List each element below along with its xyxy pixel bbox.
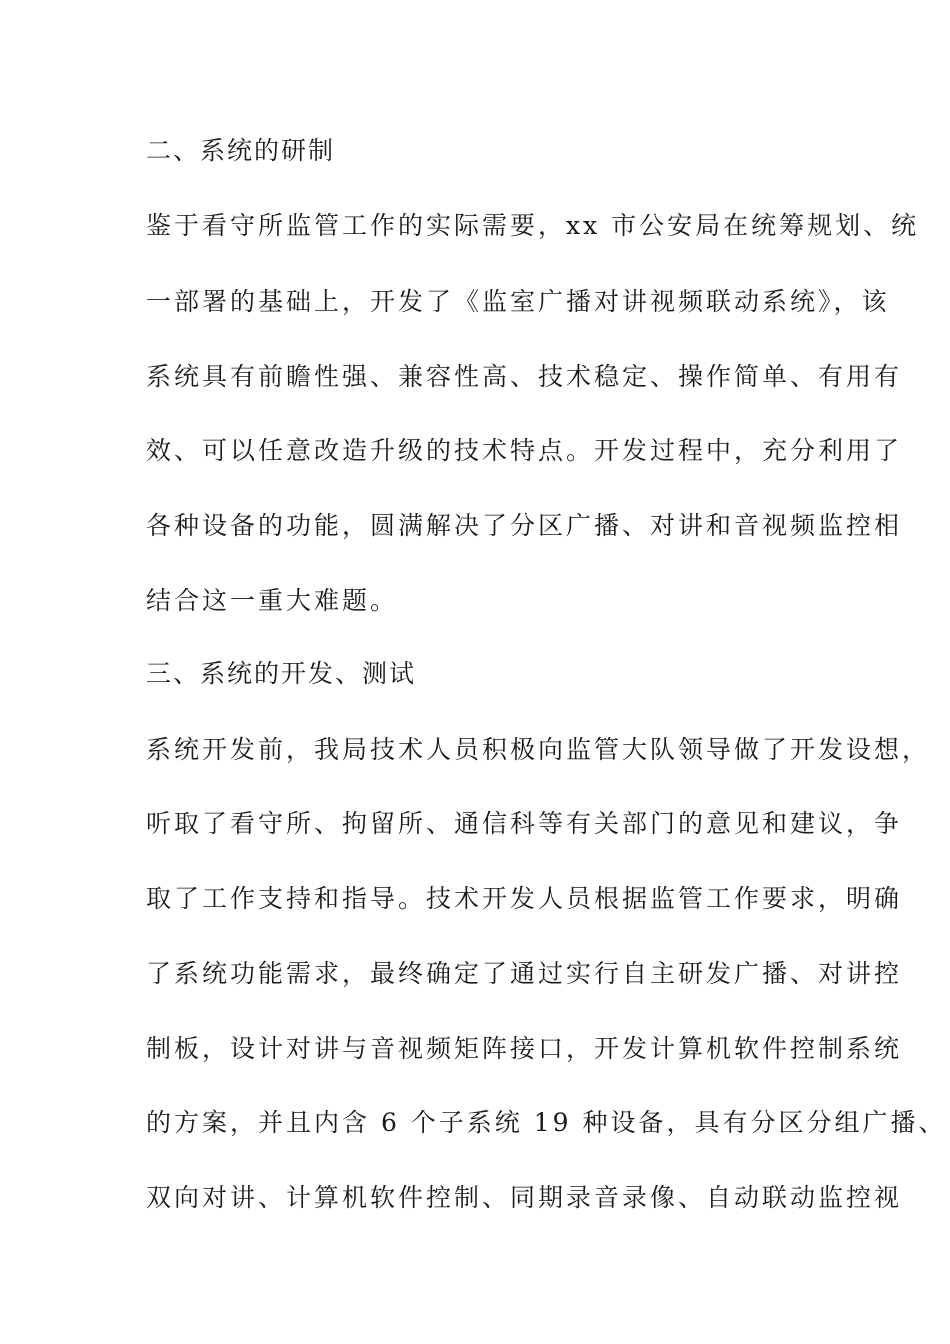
paragraph-line: 鉴于看守所监管工作的实际需要，xx 市公安局在统筹规划、统 — [146, 211, 920, 240]
paragraph-line: 听取了看守所、拘留所、通信科等有关部门的意见和建议，争 — [146, 809, 903, 838]
paragraph-line: 了系统功能需求，最终确定了通过实行自主研发广播、对讲控 — [146, 959, 903, 988]
section-heading-2: 二、系统的研制 — [146, 136, 336, 165]
section-heading-3: 三、系统的开发、测试 — [146, 659, 417, 688]
paragraph-line: 效、可以任意改造升级的技术特点。开发过程中，充分利用了 — [146, 436, 903, 465]
paragraph-line: 各种设备的功能，圆满解决了分区广播、对讲和音视频监控相 — [146, 511, 903, 540]
paragraph-line: 一部署的基础上，开发了《监室广播对讲视频联动系统》，该 — [146, 287, 890, 316]
paragraph-line: 系统具有前瞻性强、兼容性高、技术稳定、操作简单、有用有 — [146, 362, 903, 391]
paragraph-line: 取了工作支持和指导。技术开发人员根据监管工作要求，明确 — [146, 884, 903, 913]
paragraph-line: 系统开发前，我局技术人员积极向监管大队领导做了开发设想， — [146, 735, 931, 764]
paragraph-line: 的方案，并且内含 6 个子系统 19 种设备，具有分区分组广播、 — [146, 1108, 947, 1137]
paragraph-line: 双向对讲、计算机软件控制、同期录音录像、自动联动监控视 — [146, 1183, 903, 1212]
paragraph-line: 制板，设计对讲与音视频矩阵接口，开发计算机软件控制系统 — [146, 1034, 903, 1063]
paragraph-line: 结合这一重大难题。 — [146, 586, 399, 615]
